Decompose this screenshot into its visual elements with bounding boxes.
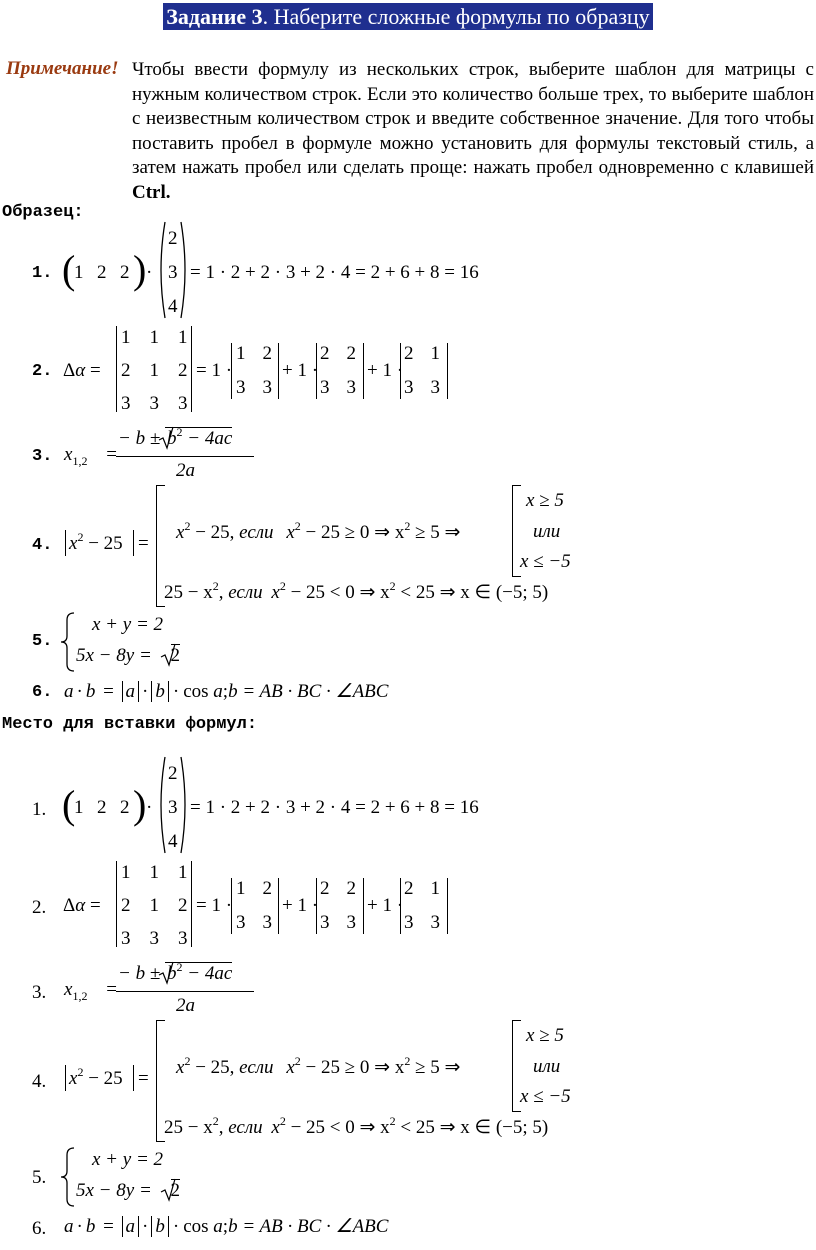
formula-part: 3	[430, 912, 440, 933]
formula-number: 1.	[32, 264, 53, 283]
case-2	[164, 581, 548, 604]
formula-part: − 25 ≥ 0 ⇒ x	[300, 1057, 405, 1078]
formula-part: 3	[262, 377, 272, 398]
formula-part: a	[122, 681, 140, 702]
formula-part: x	[271, 1117, 280, 1138]
sub-case-2: или	[533, 521, 561, 542]
formula-part: 3	[121, 928, 131, 949]
formula-part: 2	[212, 1114, 219, 1128]
formula-part: − 25,	[190, 522, 235, 543]
formula-part: < 25 ⇒ x ∈ (−5; 5)	[395, 1117, 549, 1138]
formula-part: 2	[77, 530, 84, 544]
sub-case-3: x ≤ −5	[520, 551, 571, 572]
m2-row-1	[320, 878, 356, 900]
formula-number: 6.	[32, 683, 53, 702]
eq-one: = 1 ·	[196, 360, 233, 381]
formula-part: b	[151, 1216, 169, 1237]
x12	[64, 979, 117, 1001]
formula-part: b	[85, 1216, 96, 1237]
sqrt-icon	[158, 426, 174, 450]
close-paren: )	[133, 247, 147, 292]
formula-part: 25 − x	[164, 1117, 213, 1138]
formula-part: 1,2	[72, 454, 88, 468]
open-paren: (	[62, 782, 76, 827]
formula-part: 3	[149, 393, 159, 414]
formula-part: 3	[346, 912, 356, 933]
open-paren: (	[62, 247, 76, 292]
formula-part: ·	[172, 681, 180, 702]
m2-row-2	[320, 912, 356, 934]
eq: =	[138, 1068, 149, 1089]
formula-part: 2	[176, 425, 183, 439]
m2-row-2	[320, 377, 356, 399]
close-paren: )	[133, 782, 147, 827]
formula-1-rhs: = 1 · 2 + 2 · 3 + 2 · 4 = 2 + 6 + 8 = 16	[190, 262, 479, 283]
m1-left	[231, 878, 232, 934]
m1-left	[231, 343, 232, 399]
m3-left	[400, 878, 401, 934]
formula-part: Δ	[63, 360, 76, 381]
formula-part: a	[122, 1216, 140, 1237]
formula-part: 1	[149, 327, 159, 348]
formula-part: 5x − 8y =	[76, 645, 152, 666]
case-1	[176, 521, 460, 544]
formula-part: ·	[142, 1216, 149, 1237]
formula-number: 3.	[32, 447, 53, 466]
formula-part: 5x − 8y =	[76, 1180, 152, 1201]
formula-part: 1	[430, 343, 440, 364]
formula-part: если	[239, 1057, 274, 1078]
col-vector-3: 4	[168, 296, 178, 317]
formula-part: 2	[346, 878, 356, 899]
formula-part: 2	[279, 1114, 286, 1128]
formula-part: − 25	[83, 1068, 123, 1089]
plus-one-1: + 1 ·	[282, 360, 319, 381]
formula-part: x	[271, 582, 280, 603]
formula-part: 2	[178, 360, 188, 381]
abs-left	[65, 530, 66, 556]
formula-part: 2	[404, 343, 414, 364]
formula-part: b	[167, 963, 177, 984]
formula-part: b	[228, 1216, 238, 1237]
formula-part: cos	[183, 1216, 209, 1237]
sub-case-1: x ≥ 5	[526, 490, 564, 511]
task-number: Задание 3	[166, 4, 263, 29]
formula-part: 3	[236, 912, 246, 933]
m3-row-2	[404, 912, 440, 934]
formula-part: − 4ac	[182, 428, 233, 449]
m3-right	[447, 343, 448, 399]
det-row-1	[121, 862, 188, 884]
formula-part: ·	[142, 681, 149, 702]
formula-part: 3	[178, 928, 188, 949]
formula-part: 3	[320, 912, 330, 933]
formula-part: x	[64, 444, 73, 465]
formula-part: 2	[294, 1054, 301, 1068]
formula-part: 3	[404, 912, 414, 933]
formula-part: a	[213, 1216, 223, 1237]
case-2	[164, 1116, 548, 1139]
formula-part: 1	[178, 327, 188, 348]
formula-part: 2	[170, 1180, 181, 1201]
m2-right	[363, 343, 364, 399]
dot-op: ·	[146, 797, 153, 818]
formula-part: ·	[172, 1216, 180, 1237]
det-bar-left	[116, 326, 117, 412]
formula-part: =	[106, 979, 117, 1000]
formula-part: 2	[320, 343, 330, 364]
dot-op: ·	[146, 262, 153, 283]
sample-heading: Образец:	[2, 203, 84, 222]
formula-part: 2	[121, 895, 131, 916]
det-bar-right	[191, 861, 192, 947]
sqrt-icon	[160, 1178, 176, 1202]
formula-part: α	[75, 895, 86, 916]
row-vector-3: 2	[120, 262, 130, 283]
fraction-line	[116, 456, 254, 457]
abs-right	[133, 530, 134, 556]
task-title	[0, 4, 816, 30]
formula-part: Δ	[63, 895, 76, 916]
formula-part: − 25,	[190, 1057, 235, 1078]
m2-left	[316, 343, 317, 399]
formula-part: ≥ 5 ⇒	[410, 522, 461, 543]
sub-case-3: x ≤ −5	[520, 1086, 571, 1107]
formula-part: 3	[320, 377, 330, 398]
formula-part: x	[286, 522, 295, 543]
det-row-2	[121, 895, 188, 917]
formula-part: 2	[176, 960, 183, 974]
formula-part: 3	[149, 928, 159, 949]
m3-left	[400, 343, 401, 399]
formula-part: x	[286, 1057, 295, 1078]
m1-row-2	[236, 377, 272, 399]
formula-part: 2	[320, 878, 330, 899]
formula-number: 4.	[32, 536, 53, 555]
m3-row-2	[404, 377, 440, 399]
note-text	[132, 58, 814, 205]
formula-part: 3	[178, 393, 188, 414]
formula-part: 1	[149, 360, 159, 381]
formula-part: 2	[404, 878, 414, 899]
system-eq-1: x + y = 2	[92, 614, 164, 635]
formula-part: =	[89, 895, 101, 916]
formula-part: b	[85, 681, 96, 702]
formula-part: 25 − x	[164, 582, 213, 603]
m2-left	[316, 878, 317, 934]
det-bar-right	[191, 326, 192, 412]
det-bar-left	[116, 861, 117, 947]
formula-part: 1	[121, 327, 131, 348]
formula-part: b	[228, 681, 238, 702]
formula-part: a	[213, 681, 223, 702]
system-eq-1: x + y = 2	[92, 1149, 164, 1170]
m2-row-1	[320, 343, 356, 365]
task-text: . Наберите сложные формулы по образцу	[262, 4, 650, 29]
formula-part: если	[228, 1117, 263, 1138]
note-ctrl: Ctrl.	[132, 181, 171, 203]
col-vector-1: 2	[168, 228, 178, 249]
dot-product	[64, 680, 388, 703]
delta-alpha	[63, 895, 101, 917]
formula-number: 2.	[32, 362, 53, 381]
formula-part: ,	[218, 1117, 224, 1138]
plus-one-1: + 1 ·	[282, 895, 319, 916]
formula-part: a	[64, 1216, 74, 1237]
formula-part: − 4ac	[182, 963, 233, 984]
formula-part: 2	[170, 645, 181, 666]
formula-part: 3	[430, 377, 440, 398]
det-row-3	[121, 393, 188, 415]
dot-product	[64, 1215, 388, 1238]
numerator	[118, 425, 233, 450]
formula-part: 2	[404, 1054, 411, 1068]
sqrt-icon	[158, 961, 174, 985]
formula-part: 2	[184, 519, 191, 533]
formula-part: если	[239, 522, 274, 543]
formula-part: =	[103, 681, 114, 702]
formula-number: 2.	[32, 897, 47, 918]
formula-part: α	[75, 360, 86, 381]
m3-right	[447, 878, 448, 934]
eq: =	[138, 533, 149, 554]
formula-part: 1	[121, 862, 131, 883]
formula-part: 2	[184, 1054, 191, 1068]
formula-part: 2	[262, 878, 272, 899]
formula-part: 1	[430, 878, 440, 899]
formula-part: 2	[121, 360, 131, 381]
formula-part: x	[64, 979, 73, 1000]
formula-part: = AB · BC · ∠ABC	[242, 681, 389, 702]
det-row-3	[121, 928, 188, 950]
formula-part: < 25 ⇒ x ∈ (−5; 5)	[395, 582, 549, 603]
formula-part: ·	[76, 681, 83, 702]
formula-part: 1,2	[72, 989, 88, 1003]
sub-case-2: или	[533, 1056, 561, 1077]
m1-right	[278, 878, 279, 934]
plus-one-2: + 1 ·	[367, 895, 404, 916]
formula-number: 5.	[32, 1167, 47, 1188]
m1-row-1	[236, 878, 272, 900]
numerator	[118, 960, 233, 985]
det-row-1	[121, 327, 188, 349]
formula-part: x	[176, 522, 185, 543]
formula-part: 3	[404, 377, 414, 398]
col-vector-2: 3	[168, 797, 178, 818]
formula-part: x	[69, 533, 78, 554]
formula-part: − 25 < 0 ⇒ x	[285, 582, 390, 603]
formula-part: 2	[404, 519, 411, 533]
formula-part: 3	[121, 393, 131, 414]
formula-1-rhs: = 1 · 2 + 2 · 3 + 2 · 4 = 2 + 6 + 8 = 16	[190, 797, 479, 818]
denominator: 2a	[176, 460, 195, 481]
note-main: Чтобы ввести формулу из нескольких строк, выберите шаблон для матрицы с нужным количеством строк. Если это количество больше трех, то выберите шаблон с неизвестным количеством строк и введите собственное значение. Для того чтобы поставить пробел в формуле можно установить для формулы текстовый стиль, а затем нажать пробел или сделать проще: нажать пробел одновременно с клавишей	[132, 59, 814, 178]
formula-part: 3	[346, 377, 356, 398]
abs-left	[65, 1065, 66, 1091]
formula-part: 2	[178, 895, 188, 916]
formula-number: 6.	[32, 1218, 47, 1239]
formula-part: если	[228, 582, 263, 603]
formula-part: − b ±	[118, 963, 161, 984]
sub-case-1: x ≥ 5	[526, 1025, 564, 1046]
formula-part: = AB · BC · ∠ABC	[242, 1216, 389, 1237]
sqrt-icon	[160, 643, 176, 667]
plus-one-2: + 1 ·	[367, 360, 404, 381]
formula-part: b	[167, 428, 177, 449]
formula-part: − b ±	[118, 428, 161, 449]
col-vector-2: 3	[168, 262, 178, 283]
m1-right	[278, 343, 279, 399]
formula-part: 1	[178, 862, 188, 883]
system-brace	[60, 612, 76, 672]
formula-part: − 25 ≥ 0 ⇒ x	[300, 522, 405, 543]
delta-alpha	[63, 360, 101, 382]
formula-part: − 25 < 0 ⇒ x	[285, 1117, 390, 1138]
system-brace	[60, 1147, 76, 1207]
m3-row-1	[404, 343, 440, 365]
formula-part: 2	[389, 1114, 396, 1128]
row-vector-1: 1	[74, 262, 84, 283]
row-vector-3: 2	[120, 797, 130, 818]
abs-right	[133, 1065, 134, 1091]
formula-part: ,	[218, 582, 224, 603]
row-vector-2: 2	[97, 797, 107, 818]
formula-part: 2	[389, 579, 396, 593]
row-vector-1: 1	[74, 797, 84, 818]
formula-part: 1	[149, 895, 159, 916]
denominator: 2a	[176, 995, 195, 1016]
task-title-highlight	[163, 3, 652, 30]
m1-row-2	[236, 912, 272, 934]
formula-part: x	[176, 1057, 185, 1078]
formula-part: b	[151, 681, 169, 702]
abs-content	[69, 530, 123, 555]
formula-part: =	[103, 1216, 114, 1237]
formula-part: 3	[262, 912, 272, 933]
m2-right	[363, 878, 364, 934]
m3-row-1	[404, 878, 440, 900]
formula-number: 5.	[32, 632, 53, 651]
det-row-2	[121, 360, 188, 382]
formula-number: 1.	[32, 799, 47, 820]
formula-part: 2	[77, 1065, 84, 1079]
insert-heading: Место для вставки формул:	[2, 715, 258, 734]
col-vector-3: 4	[168, 831, 178, 852]
formula-part: ;	[222, 1216, 229, 1237]
formula-part: =	[89, 360, 101, 381]
formula-part: 1	[236, 878, 246, 899]
formula-part: 2	[346, 343, 356, 364]
formula-part: 2	[262, 343, 272, 364]
row-vector-2: 2	[97, 262, 107, 283]
eq-one: = 1 ·	[196, 895, 233, 916]
formula-number: 4.	[32, 1071, 47, 1092]
m1-row-1	[236, 343, 272, 365]
formula-part: a	[64, 681, 74, 702]
formula-part: ≥ 5 ⇒	[410, 1057, 461, 1078]
formula-part: 1	[149, 862, 159, 883]
formula-part: ·	[76, 1216, 83, 1237]
formula-part: 2	[279, 579, 286, 593]
formula-part: − 25	[83, 533, 123, 554]
formula-part: 1	[236, 343, 246, 364]
formula-part: cos	[183, 681, 209, 702]
formula-part: 2	[212, 579, 219, 593]
formula-part: x	[69, 1068, 78, 1089]
col-vector-1: 2	[168, 763, 178, 784]
formula-part: 3	[236, 377, 246, 398]
formula-number: 3.	[32, 982, 47, 1003]
abs-content	[69, 1065, 123, 1090]
fraction-line	[116, 991, 254, 992]
note-label: Примечание!	[6, 58, 119, 79]
formula-part: ;	[222, 681, 229, 702]
case-1	[176, 1056, 460, 1079]
formula-part: =	[106, 444, 117, 465]
formula-part: 2	[294, 519, 301, 533]
x12	[64, 444, 117, 466]
